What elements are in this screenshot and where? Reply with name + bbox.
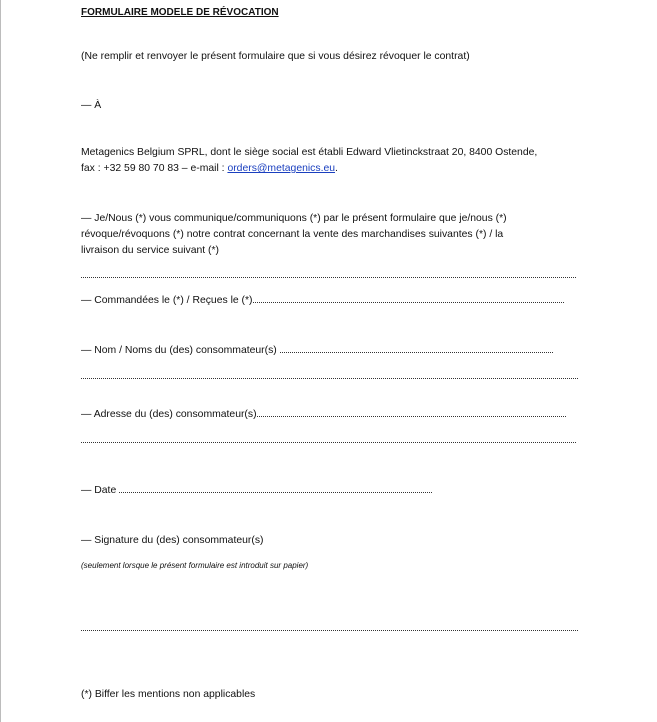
consumer-address-second-line	[81, 442, 576, 443]
recipient-email-link[interactable]: orders@metagenics.eu	[227, 163, 336, 174]
ordered-received-field	[81, 293, 564, 309]
notice-line-1: — Je/Nous (*) vous communique/communiquons (*) par le présent formulaire que je/nous (*)	[81, 213, 507, 224]
ordered-received-dotted-line	[253, 293, 564, 303]
consumer-name-field	[81, 343, 553, 359]
date-field	[81, 483, 432, 499]
signature-note: (seulement lorsque le présent formulaire est introduit sur papier)	[81, 561, 309, 570]
recipient-address: Metagenics Belgium SPRL, dont le siège social est établi Edward Vlietinckstraat 20, 8400 Ostende,	[81, 147, 538, 158]
date-label: — Date	[81, 485, 120, 496]
ordered-received-label: — Commandées le (*) / Reçues le (*)	[81, 295, 253, 306]
recipient-contact	[81, 161, 338, 177]
signature-label: — Signature du (des) consommateur(s)	[81, 535, 264, 546]
to-label: — À	[81, 100, 102, 111]
signature-dotted-line	[81, 630, 578, 631]
footnote: (*) Biffer les mentions non applicables	[81, 689, 256, 700]
consumer-name-label: — Nom / Noms du (des) consommateur(s)	[81, 345, 280, 356]
recipient-email-suffix: .	[335, 163, 338, 174]
notice-line-2: révoque/révoquons (*) notre contrat concernant la vente des marchandises suivantes (*) / la	[81, 229, 504, 240]
consumer-address-label: — Adresse du (des) consommateur(s)	[81, 409, 257, 420]
consumer-address-dotted-line	[257, 407, 566, 417]
consumer-name-dotted-line	[280, 343, 553, 353]
date-dotted-line	[119, 483, 432, 493]
consumer-name-second-line	[81, 378, 578, 379]
page-left-border	[0, 0, 1, 722]
recipient-fax: fax : +32 59 80 70 83 – e-mail :	[81, 163, 228, 174]
consumer-address-field	[81, 407, 566, 423]
goods-dotted-line	[81, 277, 576, 278]
form-intro: (Ne remplir et renvoyer le présent formulaire que si vous désirez révoquer le contrat)	[81, 51, 470, 62]
notice-line-3: livraison du service suivant (*)	[81, 245, 220, 256]
form-title: FORMULAIRE MODELE DE RÉVOCATION	[81, 7, 279, 18]
